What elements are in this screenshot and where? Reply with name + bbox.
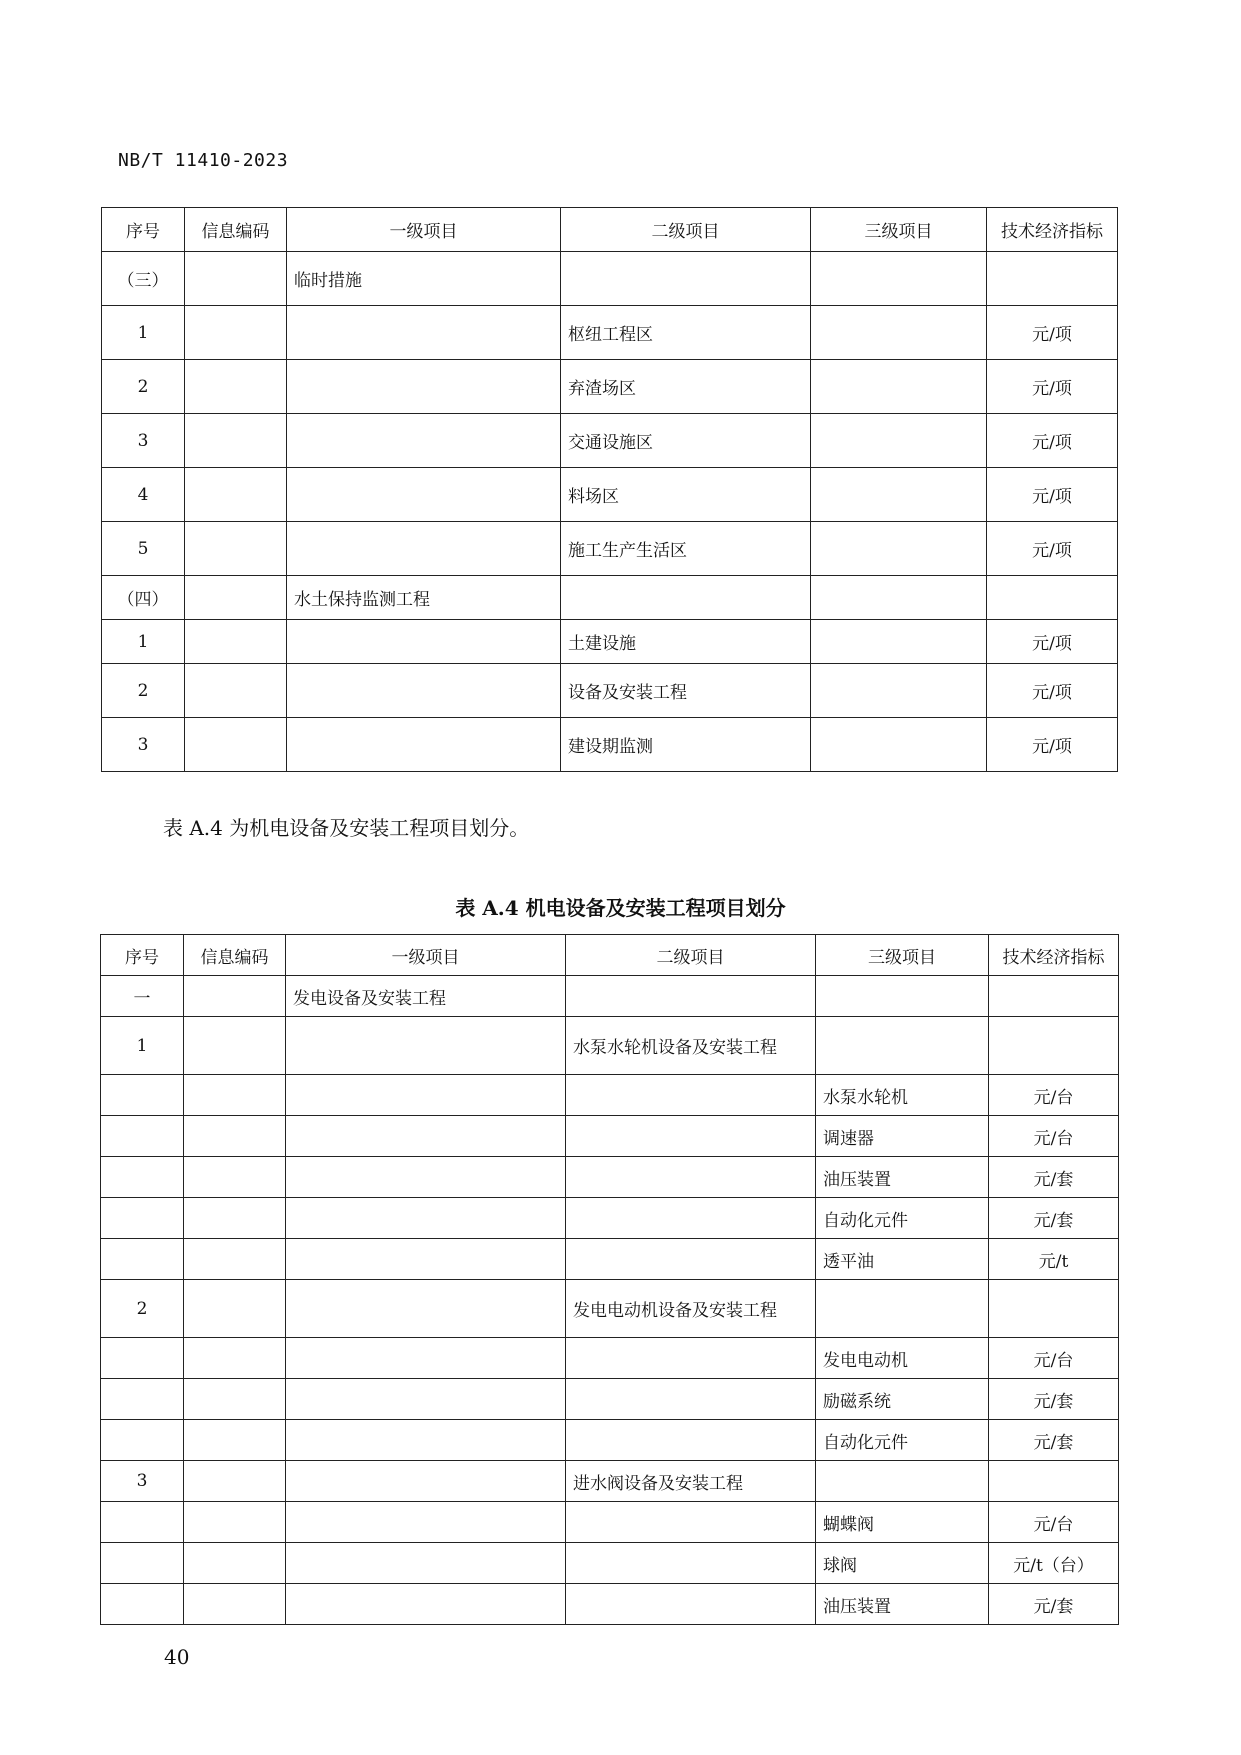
col-code: 信息编码	[184, 935, 286, 976]
cell-seq: （四）	[102, 576, 185, 620]
cell-seq	[101, 1543, 184, 1584]
cell-code	[185, 664, 287, 718]
cell-level3	[811, 620, 987, 664]
cell-code	[185, 306, 287, 360]
cell-code	[185, 522, 287, 576]
cell-level1	[286, 1157, 566, 1198]
cell-level3	[811, 522, 987, 576]
cell-code	[185, 414, 287, 468]
cell-level1	[287, 414, 561, 468]
cell-seq	[101, 1075, 184, 1116]
cell-level1: 水土保持监测工程	[287, 576, 561, 620]
cell-level3: 油压装置	[816, 1157, 989, 1198]
cell-level1	[286, 1502, 566, 1543]
cell-level2: 进水阀设备及安装工程	[566, 1461, 816, 1502]
cell-seq: 1	[102, 620, 185, 664]
table-row	[101, 1584, 1119, 1625]
cell-level1	[286, 1379, 566, 1420]
cell-level3: 调速器	[816, 1116, 989, 1157]
cell-seq: 一	[101, 976, 184, 1017]
cell-level2: 交通设施区	[561, 414, 811, 468]
cell-level1	[286, 1420, 566, 1461]
cell-level3	[816, 1461, 989, 1502]
cell-seq: 3	[101, 1461, 184, 1502]
cell-level2	[566, 1157, 816, 1198]
cell-level3: 透平油	[816, 1239, 989, 1280]
cell-seq: 3	[102, 718, 185, 772]
table-row	[102, 576, 1118, 620]
cell-indicator: 元/套	[989, 1198, 1119, 1239]
cell-seq	[101, 1116, 184, 1157]
cell-level1	[286, 1280, 566, 1338]
cell-level1	[286, 1461, 566, 1502]
cell-level2: 设备及安装工程	[561, 664, 811, 718]
cell-indicator: 元/项	[987, 718, 1118, 772]
cell-seq	[101, 1239, 184, 1280]
intro-paragraph: 表 A.4 为机电设备及安装工程项目划分。	[163, 816, 530, 840]
col-level3: 三级项目	[816, 935, 989, 976]
cell-level3: 水泵水轮机	[816, 1075, 989, 1116]
col-indicator: 技术经济指标	[989, 935, 1119, 976]
cell-level1	[287, 360, 561, 414]
table-row	[102, 360, 1118, 414]
table-row	[102, 468, 1118, 522]
cell-level3: 发电电动机	[816, 1338, 989, 1379]
page-number: 40	[164, 1645, 190, 1669]
col-level2: 二级项目	[566, 935, 816, 976]
cell-code	[184, 1075, 286, 1116]
cell-code	[184, 1017, 286, 1075]
cell-indicator: 元/台	[989, 1116, 1119, 1157]
table-a4	[100, 934, 1119, 1625]
cell-level1: 发电设备及安装工程	[286, 976, 566, 1017]
cell-level1	[286, 1584, 566, 1625]
table-row	[101, 1239, 1119, 1280]
cell-level2	[566, 1420, 816, 1461]
cell-level2: 土建设施	[561, 620, 811, 664]
cell-code	[184, 1239, 286, 1280]
cell-level2	[566, 1116, 816, 1157]
cell-level2	[566, 1584, 816, 1625]
cell-code	[184, 1420, 286, 1461]
cell-indicator: 元/项	[987, 664, 1118, 718]
table-row	[102, 718, 1118, 772]
cell-level3: 自动化元件	[816, 1198, 989, 1239]
cell-level1: 临时措施	[287, 252, 561, 306]
cell-level2: 发电电动机设备及安装工程	[566, 1280, 816, 1338]
cell-level2	[561, 252, 811, 306]
col-seq: 序号	[101, 935, 184, 976]
cell-level2	[566, 1198, 816, 1239]
cell-level2: 弃渣场区	[561, 360, 811, 414]
cell-code	[184, 1502, 286, 1543]
cell-level3	[811, 360, 987, 414]
cell-code	[185, 252, 287, 306]
cell-code	[185, 718, 287, 772]
cell-indicator: 元/套	[989, 1584, 1119, 1625]
cell-indicator: 元/套	[989, 1420, 1119, 1461]
cell-indicator	[987, 252, 1118, 306]
cell-level1	[286, 1338, 566, 1379]
cell-level3: 蝴蝶阀	[816, 1502, 989, 1543]
cell-level1	[287, 718, 561, 772]
cell-level1	[287, 664, 561, 718]
table-row	[101, 1543, 1119, 1584]
col-indicator: 技术经济指标	[987, 208, 1118, 252]
cell-indicator: 元/台	[989, 1338, 1119, 1379]
table-row	[102, 414, 1118, 468]
table-row	[101, 1502, 1119, 1543]
cell-indicator: 元/项	[987, 468, 1118, 522]
cell-level3	[816, 1017, 989, 1075]
cell-seq	[101, 1157, 184, 1198]
cell-indicator	[989, 976, 1119, 1017]
cell-code	[184, 1338, 286, 1379]
cell-level1	[286, 1075, 566, 1116]
cell-level2: 水泵水轮机设备及安装工程	[566, 1017, 816, 1075]
cell-level2	[566, 1502, 816, 1543]
table-row	[101, 1198, 1119, 1239]
cell-indicator	[989, 1017, 1119, 1075]
table-row	[101, 1379, 1119, 1420]
cell-seq: 2	[102, 360, 185, 414]
cell-level2: 枢纽工程区	[561, 306, 811, 360]
cell-level3: 油压装置	[816, 1584, 989, 1625]
cell-level3: 自动化元件	[816, 1420, 989, 1461]
cell-level2	[566, 1338, 816, 1379]
cell-level2: 建设期监测	[561, 718, 811, 772]
col-seq: 序号	[102, 208, 185, 252]
cell-level3	[816, 1280, 989, 1338]
cell-seq: 2	[102, 664, 185, 718]
cell-indicator: 元/项	[987, 360, 1118, 414]
cell-level1	[287, 306, 561, 360]
cell-level3	[816, 976, 989, 1017]
cell-indicator: 元/项	[987, 522, 1118, 576]
table-row	[101, 1157, 1119, 1198]
table-row	[102, 664, 1118, 718]
cell-level3	[811, 576, 987, 620]
col-level1: 一级项目	[286, 935, 566, 976]
cell-seq	[101, 1420, 184, 1461]
table-row	[102, 522, 1118, 576]
cell-code	[185, 360, 287, 414]
cell-indicator: 元/台	[989, 1502, 1119, 1543]
cell-indicator: 元/套	[989, 1379, 1119, 1420]
cell-level3: 励磁系统	[816, 1379, 989, 1420]
table-row	[101, 1461, 1119, 1502]
table-row	[102, 306, 1118, 360]
cell-level3	[811, 664, 987, 718]
cell-seq: 4	[102, 468, 185, 522]
cell-level2: 施工生产生活区	[561, 522, 811, 576]
cell-indicator: 元/套	[989, 1157, 1119, 1198]
table-row	[102, 252, 1118, 306]
col-level1: 一级项目	[287, 208, 561, 252]
cell-seq	[101, 1502, 184, 1543]
cell-code	[185, 620, 287, 664]
col-level3: 三级项目	[811, 208, 987, 252]
cell-code	[184, 1116, 286, 1157]
cell-level1	[286, 1116, 566, 1157]
cell-code	[184, 1280, 286, 1338]
col-level2: 二级项目	[561, 208, 811, 252]
table-row	[101, 1017, 1119, 1075]
cell-seq: （三）	[102, 252, 185, 306]
table-row	[101, 1116, 1119, 1157]
cell-level2	[566, 1239, 816, 1280]
table-row	[101, 1338, 1119, 1379]
table-row	[101, 1075, 1119, 1116]
cell-code	[184, 1379, 286, 1420]
cell-level3	[811, 468, 987, 522]
cell-level1	[286, 1239, 566, 1280]
cell-level3: 球阀	[816, 1543, 989, 1584]
table-row	[102, 620, 1118, 664]
cell-seq: 5	[102, 522, 185, 576]
cell-level3	[811, 718, 987, 772]
cell-level1	[287, 620, 561, 664]
cell-seq: 1	[101, 1017, 184, 1075]
cell-level1	[286, 1543, 566, 1584]
cell-level1	[286, 1198, 566, 1239]
cell-code	[185, 576, 287, 620]
cell-level1	[287, 468, 561, 522]
cell-seq	[101, 1338, 184, 1379]
standard-code: NB/T 11410-2023	[118, 150, 289, 171]
cell-level3	[811, 306, 987, 360]
cell-indicator	[989, 1280, 1119, 1338]
cell-level3	[811, 414, 987, 468]
cell-indicator: 元/项	[987, 306, 1118, 360]
cell-seq: 2	[101, 1280, 184, 1338]
cell-code	[184, 1543, 286, 1584]
cell-seq: 1	[102, 306, 185, 360]
table-row	[101, 1280, 1119, 1338]
cell-code	[184, 976, 286, 1017]
cell-code	[184, 1584, 286, 1625]
table-caption: 表 A.4 机电设备及安装工程项目划分	[455, 896, 786, 920]
col-code: 信息编码	[185, 208, 287, 252]
cell-level2	[566, 1543, 816, 1584]
cell-indicator: 元/台	[989, 1075, 1119, 1116]
cell-seq	[101, 1198, 184, 1239]
cell-code	[184, 1461, 286, 1502]
table-continued	[101, 207, 1118, 772]
cell-code	[185, 468, 287, 522]
cell-level2	[561, 576, 811, 620]
table-row	[101, 976, 1119, 1017]
cell-indicator: 元/项	[987, 620, 1118, 664]
cell-level2	[566, 976, 816, 1017]
cell-level1	[286, 1017, 566, 1075]
cell-code	[184, 1198, 286, 1239]
cell-code	[184, 1157, 286, 1198]
cell-seq: 3	[102, 414, 185, 468]
cell-indicator	[989, 1461, 1119, 1502]
cell-indicator: 元/t	[989, 1239, 1119, 1280]
cell-level3	[811, 252, 987, 306]
cell-level2: 料场区	[561, 468, 811, 522]
cell-indicator	[987, 576, 1118, 620]
cell-seq	[101, 1584, 184, 1625]
table-row	[101, 1420, 1119, 1461]
cell-seq	[101, 1379, 184, 1420]
cell-level2	[566, 1379, 816, 1420]
cell-level1	[287, 522, 561, 576]
cell-indicator: 元/项	[987, 414, 1118, 468]
cell-level2	[566, 1075, 816, 1116]
cell-indicator: 元/t（台）	[989, 1543, 1119, 1584]
